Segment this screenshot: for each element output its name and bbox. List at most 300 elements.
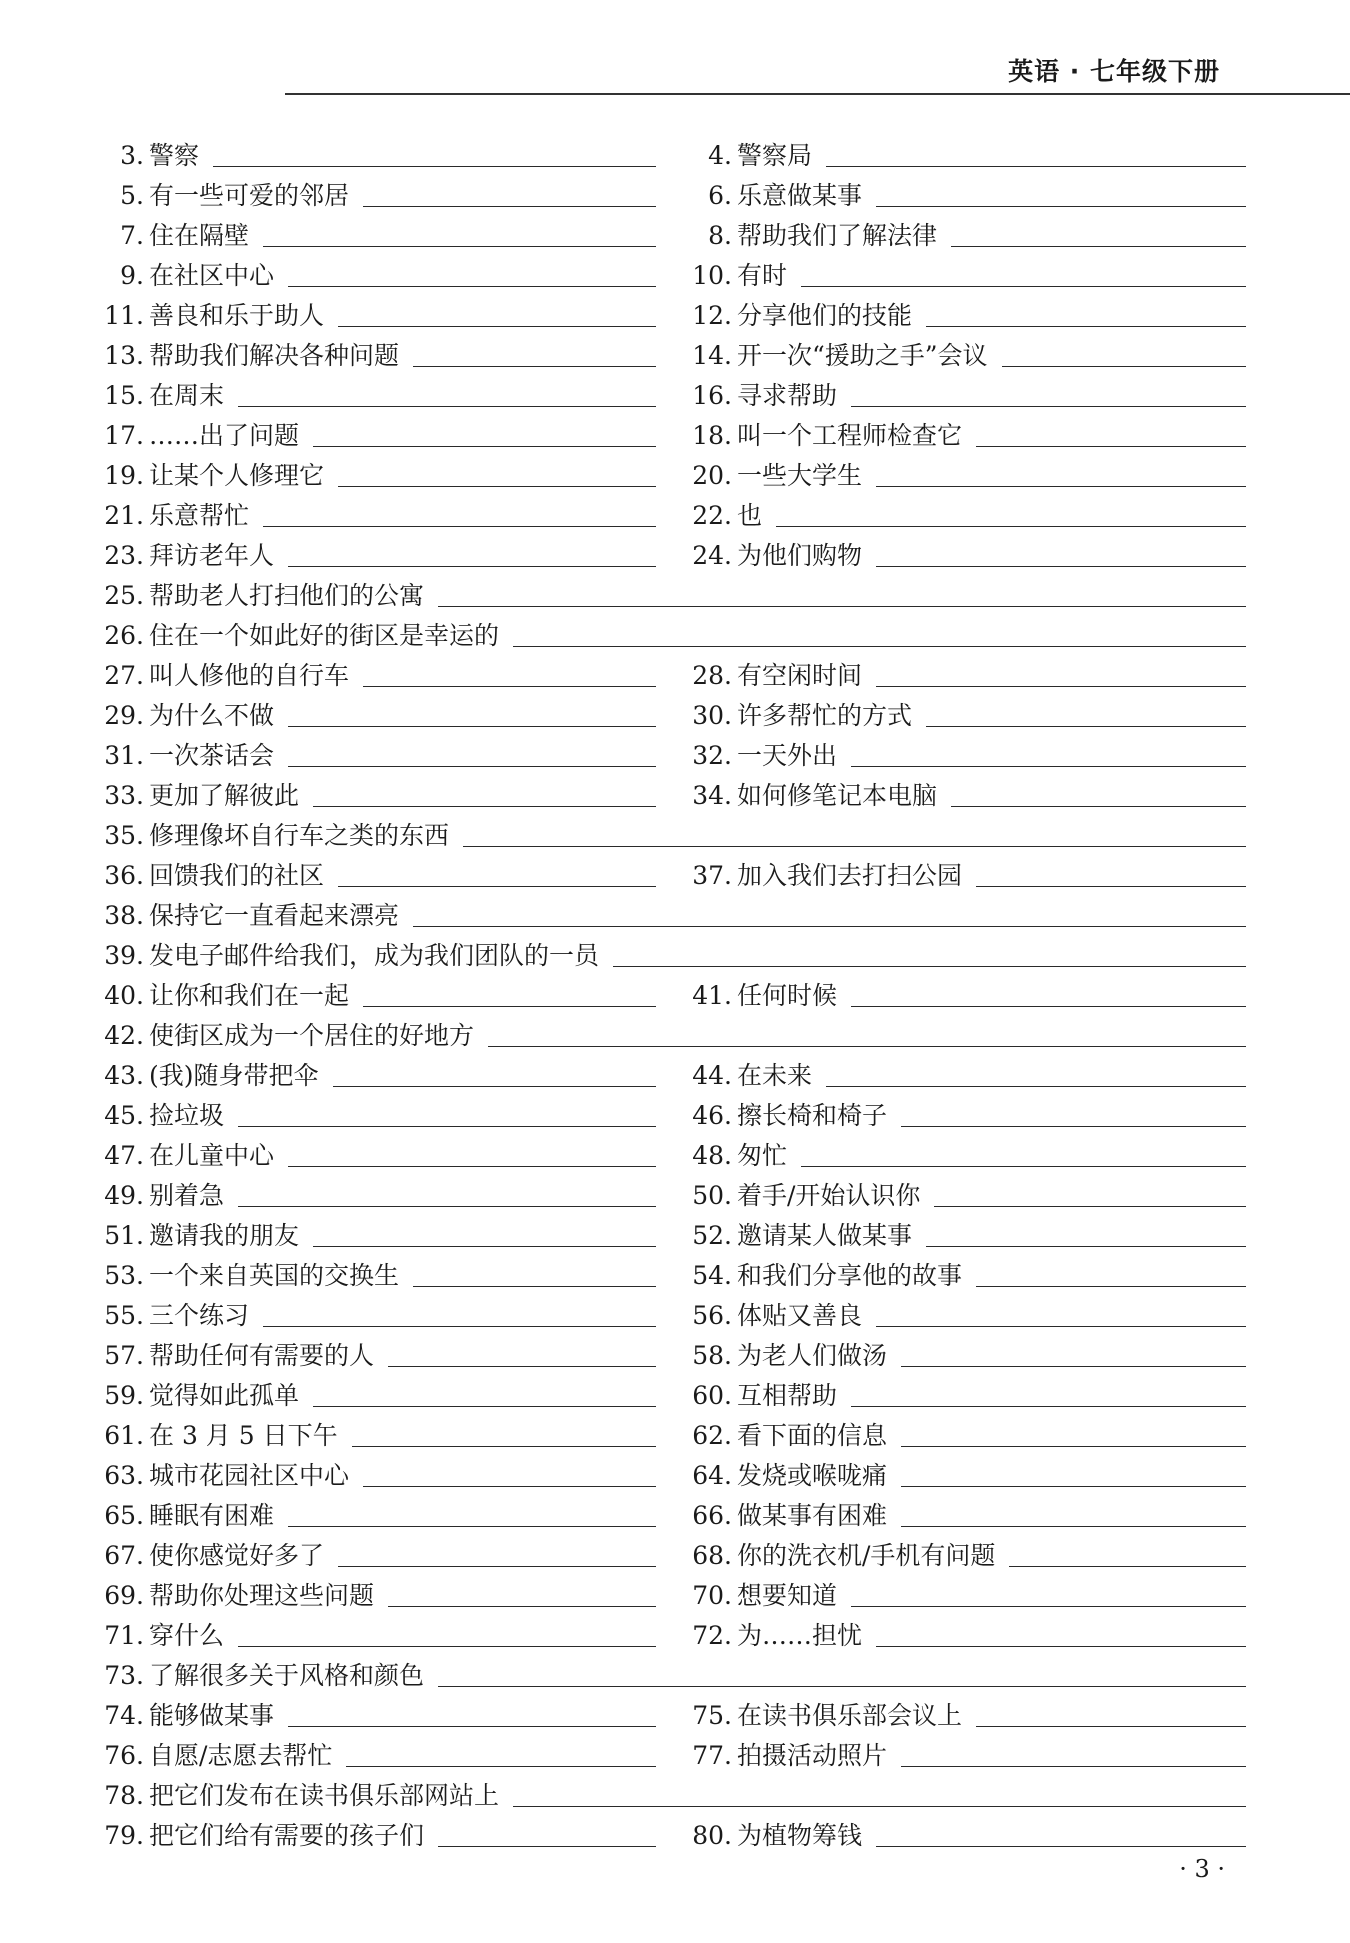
item-number: 31 . [96, 741, 144, 771]
exercise-item [96, 171, 656, 211]
exercise-row [96, 211, 1246, 251]
item-prompt: 邀请我的朋友 [149, 1221, 300, 1250]
answer-blank-line[interactable] [926, 325, 1246, 327]
item-number: 28 . [684, 661, 732, 691]
item-prompt: 警察局 [737, 141, 813, 170]
answer-blank-line[interactable] [901, 1765, 1246, 1767]
item-prompt: 匆忙 [737, 1141, 788, 1170]
answer-blank-line[interactable] [313, 805, 656, 807]
answer-blank-line[interactable] [513, 645, 1246, 647]
item-number: 19 . [96, 461, 144, 491]
page-number: · 3 · [1179, 1855, 1225, 1883]
item-prompt: 一些大学生 [737, 461, 863, 490]
answer-blank-line[interactable] [488, 1045, 1246, 1047]
exercise-item [96, 1251, 656, 1291]
exercise-item [96, 731, 656, 771]
item-number: 36 . [96, 861, 144, 891]
answer-blank-line[interactable] [876, 565, 1246, 567]
exercise-item [96, 411, 656, 451]
answer-blank-line[interactable] [288, 1525, 656, 1527]
exercise-row [96, 1451, 1246, 1491]
answer-blank-line[interactable] [951, 245, 1246, 247]
item-prompt: 了解很多关于风格和颜色 [149, 1661, 425, 1690]
exercise-item [96, 251, 656, 291]
exercise-item [96, 771, 656, 811]
item-number: 13 . [96, 341, 144, 371]
answer-blank-line[interactable] [801, 285, 1246, 287]
exercise-item [96, 531, 656, 571]
item-prompt: 别着急 [149, 1181, 225, 1210]
item-prompt: 为什么不做 [149, 701, 275, 730]
item-number: 22 . [684, 501, 732, 531]
item-number: 76 . [96, 1741, 144, 1771]
item-prompt: 叫一个工程师检查它 [737, 421, 963, 450]
item-number: 42 . [96, 1021, 144, 1051]
item-prompt: 叫人修他的自行车 [149, 661, 350, 690]
item-prompt: 为他们购物 [737, 541, 863, 570]
exercise-row [96, 1611, 1246, 1651]
item-number: 27 . [96, 661, 144, 691]
exercise-item [96, 811, 1246, 851]
answer-blank-line[interactable] [801, 1165, 1246, 1167]
answer-blank-line[interactable] [238, 1205, 656, 1207]
item-number: 77 . [684, 1741, 732, 1771]
answer-blank-line[interactable] [876, 1845, 1246, 1847]
item-number: 68 . [684, 1541, 732, 1571]
answer-blank-line[interactable] [346, 1765, 656, 1767]
item-number: 25 . [96, 581, 144, 611]
answer-blank-line[interactable] [288, 1165, 656, 1167]
item-prompt: 有一些可爱的邻居 [149, 181, 350, 210]
item-number: 8 . [684, 221, 732, 251]
item-prompt: 和我们分享他的故事 [737, 1261, 963, 1290]
item-prompt: 看下面的信息 [737, 1421, 888, 1450]
item-number: 50 . [684, 1181, 732, 1211]
item-number: 70 . [684, 1581, 732, 1611]
item-number: 78 . [96, 1781, 144, 1811]
item-prompt: 为老人们做汤 [737, 1341, 888, 1370]
item-prompt: 有空闲时间 [737, 661, 863, 690]
exercise-row [96, 1531, 1246, 1571]
exercise-item [684, 371, 1246, 411]
item-prompt: 在读书俱乐部会议上 [737, 1701, 963, 1730]
answer-blank-line[interactable] [951, 805, 1246, 807]
exercise-row [96, 251, 1246, 291]
exercise-item [684, 171, 1246, 211]
answer-blank-line[interactable] [876, 205, 1246, 207]
exercise-item [96, 1211, 656, 1251]
exercise-row [96, 1731, 1246, 1771]
item-prompt: 开一次“援助之手”会议 [737, 341, 988, 370]
item-number: 57 . [96, 1341, 144, 1371]
exercise-item [96, 931, 1246, 971]
exercise-row [96, 291, 1246, 331]
exercise-item [96, 1651, 1246, 1691]
answer-blank-line[interactable] [851, 765, 1246, 767]
item-prompt: 在未来 [737, 1061, 813, 1090]
exercise-row [96, 1491, 1246, 1531]
answer-blank-line[interactable] [288, 765, 656, 767]
item-prompt: 能够做某事 [149, 1701, 275, 1730]
answer-blank-line[interactable] [876, 685, 1246, 687]
answer-blank-line[interactable] [851, 1005, 1246, 1007]
item-prompt: 乐意帮忙 [149, 501, 250, 530]
item-number: 14 . [684, 341, 732, 371]
item-prompt: 寻求帮助 [737, 381, 838, 410]
answer-blank-line[interactable] [438, 1845, 656, 1847]
item-number: 56 . [684, 1301, 732, 1331]
exercise-item [96, 1571, 656, 1611]
answer-blank-line[interactable] [352, 1445, 656, 1447]
answer-blank-line[interactable] [851, 405, 1246, 407]
exercise-row [96, 531, 1246, 571]
item-number: 4 . [684, 141, 732, 171]
answer-blank-line[interactable] [613, 965, 1246, 967]
answer-blank-line[interactable] [263, 525, 656, 527]
item-number: 46 . [684, 1101, 732, 1131]
item-number: 75 . [684, 1701, 732, 1731]
answer-blank-line[interactable] [413, 1285, 656, 1287]
item-number: 30 . [684, 701, 732, 731]
item-prompt: 你的洗衣机/手机有问题 [737, 1541, 996, 1570]
exercise-item [684, 1091, 1246, 1131]
exercise-item [96, 1451, 656, 1491]
exercise-item [96, 1371, 656, 1411]
exercise-row [96, 1171, 1246, 1211]
exercise-item [684, 1691, 1246, 1731]
exercise-item [684, 771, 1246, 811]
answer-blank-line[interactable] [851, 1405, 1246, 1407]
item-prompt: 发烧或喉咙痛 [737, 1461, 888, 1490]
item-prompt: ……出了问题 [149, 421, 300, 450]
answer-blank-line[interactable] [926, 1245, 1246, 1247]
item-number: 35 . [96, 821, 144, 851]
item-number: 40 . [96, 981, 144, 1011]
item-prompt: 更加了解彼此 [149, 781, 300, 810]
item-number: 54 . [684, 1261, 732, 1291]
item-number: 43 . [96, 1061, 144, 1091]
exercise-row [96, 411, 1246, 451]
exercise-item [96, 651, 656, 691]
exercise-item [684, 851, 1246, 891]
item-prompt: 也 [737, 501, 763, 530]
item-prompt: 自愿/志愿去帮忙 [149, 1741, 333, 1770]
item-prompt: 擦长椅和椅子 [737, 1101, 888, 1130]
item-number: 32 . [684, 741, 732, 771]
item-prompt: 如何修笔记本电脑 [737, 781, 938, 810]
exercise-item [96, 1011, 1246, 1051]
item-number: 62 . [684, 1421, 732, 1451]
item-number: 29 . [96, 701, 144, 731]
exercise-item [684, 1291, 1246, 1331]
exercise-row [96, 1211, 1246, 1251]
exercise-item [96, 571, 1246, 611]
item-prompt: 城市花园社区中心 [149, 1461, 350, 1490]
answer-blank-line[interactable] [263, 245, 656, 247]
item-number: 51 . [96, 1221, 144, 1251]
exercise-item [684, 1451, 1246, 1491]
exercise-row [96, 1811, 1246, 1851]
exercise-row [96, 851, 1246, 891]
exercise-row [96, 1331, 1246, 1371]
answer-blank-line[interactable] [934, 1205, 1246, 1207]
item-prompt: 三个练习 [149, 1301, 250, 1330]
answer-blank-line[interactable] [388, 1605, 656, 1607]
exercise-item [96, 691, 656, 731]
exercise-item [684, 331, 1246, 371]
item-prompt: 邀请某人做某事 [737, 1221, 913, 1250]
item-prompt: 使你感觉好多了 [149, 1541, 325, 1570]
exercise-item [684, 131, 1246, 171]
item-prompt: 善良和乐于助人 [149, 301, 325, 330]
item-number: 21 . [96, 501, 144, 531]
exercise-item [684, 451, 1246, 491]
item-prompt: 有时 [737, 261, 788, 290]
item-prompt: 在社区中心 [149, 261, 275, 290]
exercise-item [96, 491, 656, 531]
answer-blank-line[interactable] [876, 1325, 1246, 1327]
item-prompt: 住在隔壁 [149, 221, 250, 250]
answer-blank-line[interactable] [438, 1685, 1246, 1687]
exercise-item [684, 691, 1246, 731]
answer-blank-line[interactable] [976, 885, 1246, 887]
item-number: 71 . [96, 1621, 144, 1651]
answer-blank-line[interactable] [876, 1645, 1246, 1647]
exercise-item [96, 971, 656, 1011]
exercise-item [684, 1531, 1246, 1571]
item-prompt: 让你和我们在一起 [149, 981, 350, 1010]
exercise-row [96, 1371, 1246, 1411]
answer-blank-line[interactable] [363, 1005, 656, 1007]
exercise-row [96, 1651, 1246, 1691]
item-prompt: 把它们发布在读书俱乐部网站上 [149, 1781, 500, 1810]
answer-blank-line[interactable] [338, 1565, 656, 1567]
item-number: 65 . [96, 1501, 144, 1531]
item-number: 61 . [96, 1421, 144, 1451]
item-prompt: (我)随身带把伞 [149, 1061, 319, 1090]
item-number: 17 . [96, 421, 144, 451]
item-prompt: 使街区成为一个居住的好地方 [149, 1021, 475, 1050]
item-number: 47 . [96, 1141, 144, 1171]
item-number: 48 . [684, 1141, 732, 1171]
answer-blank-line[interactable] [313, 1405, 656, 1407]
exercise-item [684, 1811, 1246, 1851]
answer-blank-line[interactable] [413, 365, 656, 367]
item-prompt: 一个来自英国的交换生 [149, 1261, 400, 1290]
item-number: 60 . [684, 1381, 732, 1411]
item-prompt: 一次茶话会 [149, 741, 275, 770]
answer-blank-line[interactable] [413, 925, 1246, 927]
exercise-row [96, 1571, 1246, 1611]
answer-blank-line[interactable] [826, 165, 1246, 167]
item-number: 6 . [684, 181, 732, 211]
exercise-row [96, 771, 1246, 811]
exercise-item [684, 211, 1246, 251]
exercise-item [96, 1691, 656, 1731]
item-prompt: 发电子邮件给我们，成为我们团队的一员 [149, 941, 600, 970]
answer-blank-line[interactable] [238, 1125, 656, 1127]
exercise-row [96, 451, 1246, 491]
exercise-item [96, 1811, 656, 1851]
answer-blank-line[interactable] [338, 325, 656, 327]
answer-blank-line[interactable] [238, 1645, 656, 1647]
exercise-item [96, 1731, 656, 1771]
answer-blank-line[interactable] [238, 405, 656, 407]
exercise-item [96, 1131, 656, 1171]
exercise-row [96, 971, 1246, 1011]
item-prompt: 乐意做某事 [737, 181, 863, 210]
exercise-item [96, 891, 1246, 931]
answer-blank-line[interactable] [1002, 365, 1246, 367]
exercise-item [684, 1051, 1246, 1091]
item-number: 66 . [684, 1501, 732, 1531]
item-prompt: 在 3 月 5 日下午 [149, 1421, 338, 1450]
exercise-item [96, 371, 656, 411]
answer-blank-line[interactable] [288, 1725, 656, 1727]
item-prompt: 为……担忧 [737, 1621, 863, 1650]
exercise-row [96, 1691, 1246, 1731]
answer-blank-line[interactable] [263, 1325, 656, 1327]
item-number: 15 . [96, 381, 144, 411]
answer-blank-line[interactable] [776, 525, 1246, 527]
answer-blank-line[interactable] [901, 1125, 1246, 1127]
answer-blank-line[interactable] [976, 1285, 1246, 1287]
exercise-row [96, 1011, 1246, 1051]
answer-blank-line[interactable] [826, 1085, 1246, 1087]
exercise-item [684, 251, 1246, 291]
item-prompt: 做某事有困难 [737, 1501, 888, 1530]
item-prompt: 觉得如此孤单 [149, 1381, 300, 1410]
item-prompt: 拜访老年人 [149, 541, 275, 570]
exercise-row [96, 491, 1246, 531]
item-number: 63 . [96, 1461, 144, 1491]
item-number: 39 . [96, 941, 144, 971]
answer-blank-line[interactable] [388, 1365, 656, 1367]
answer-blank-line[interactable] [288, 565, 656, 567]
page-header-title: 英语 · 七年级下册 [1008, 57, 1220, 86]
item-prompt: 帮助你处理这些问题 [149, 1581, 375, 1610]
answer-blank-line[interactable] [363, 685, 656, 687]
item-number: 38 . [96, 901, 144, 931]
answer-blank-line[interactable] [901, 1445, 1246, 1447]
answer-blank-line[interactable] [901, 1365, 1246, 1367]
item-number: 26 . [96, 621, 144, 651]
exercise-row [96, 891, 1246, 931]
answer-blank-line[interactable] [876, 485, 1246, 487]
item-number: 74 . [96, 1701, 144, 1731]
answer-blank-line[interactable] [338, 485, 656, 487]
exercise-item [684, 1211, 1246, 1251]
item-number: 49 . [96, 1181, 144, 1211]
exercise-list [96, 131, 1246, 1851]
exercise-item [684, 731, 1246, 771]
item-number: 44 . [684, 1061, 732, 1091]
exercise-row [96, 1411, 1246, 1451]
item-prompt: 体贴又善良 [737, 1301, 863, 1330]
answer-blank-line[interactable] [363, 1485, 656, 1487]
exercise-item [96, 1171, 656, 1211]
exercise-row [96, 691, 1246, 731]
answer-blank-line[interactable] [513, 1805, 1246, 1807]
exercise-row [96, 1291, 1246, 1331]
exercise-item [96, 1091, 656, 1131]
exercise-item [684, 1131, 1246, 1171]
exercise-item [684, 411, 1246, 451]
item-number: 12 . [684, 301, 732, 331]
exercise-item [96, 1411, 656, 1451]
answer-blank-line[interactable] [313, 1245, 656, 1247]
item-prompt: 回馈我们的社区 [149, 861, 325, 890]
answer-blank-line[interactable] [901, 1525, 1246, 1527]
answer-blank-line[interactable] [213, 165, 656, 167]
exercise-item [96, 1771, 1246, 1811]
exercise-item [96, 331, 656, 371]
item-number: 67 . [96, 1541, 144, 1571]
exercise-item [96, 851, 656, 891]
exercise-row [96, 731, 1246, 771]
answer-blank-line[interactable] [333, 1085, 656, 1087]
item-number: 16 . [684, 381, 732, 411]
item-number: 34 . [684, 781, 732, 811]
item-prompt: 睡眠有困难 [149, 1501, 275, 1530]
exercise-item [96, 1051, 656, 1091]
exercise-item [684, 1331, 1246, 1371]
item-prompt: 为植物筹钱 [737, 1821, 863, 1850]
exercise-item [684, 651, 1246, 691]
exercise-row [96, 1051, 1246, 1091]
answer-blank-line[interactable] [438, 605, 1246, 607]
exercise-row [96, 611, 1246, 651]
item-prompt: 任何时候 [737, 981, 838, 1010]
exercise-item [684, 291, 1246, 331]
answer-blank-line[interactable] [851, 1605, 1246, 1607]
item-number: 18 . [684, 421, 732, 451]
exercise-item [96, 1611, 656, 1651]
answer-blank-line[interactable] [313, 445, 656, 447]
answer-blank-line[interactable] [363, 205, 656, 207]
answer-blank-line[interactable] [338, 885, 656, 887]
answer-blank-line[interactable] [463, 845, 1246, 847]
answer-blank-line[interactable] [1009, 1565, 1246, 1567]
exercise-item [96, 1291, 656, 1331]
header-rule [285, 93, 1350, 95]
item-number: 11 . [96, 301, 144, 331]
item-number: 79 . [96, 1821, 144, 1851]
item-prompt: 让某个人修理它 [149, 461, 325, 490]
item-prompt: 分享他们的技能 [737, 301, 913, 330]
answer-blank-line[interactable] [926, 725, 1246, 727]
answer-blank-line[interactable] [976, 1725, 1246, 1727]
exercise-row [96, 811, 1246, 851]
item-number: 45 . [96, 1101, 144, 1131]
item-prompt: 捡垃圾 [149, 1101, 225, 1130]
answer-blank-line[interactable] [901, 1485, 1246, 1487]
item-number: 64 . [684, 1461, 732, 1491]
exercise-item [684, 1731, 1246, 1771]
item-number: 72 . [684, 1621, 732, 1651]
exercise-row [96, 371, 1246, 411]
item-prompt: 穿什么 [149, 1621, 225, 1650]
answer-blank-line[interactable] [976, 445, 1246, 447]
exercise-row [96, 1131, 1246, 1171]
exercise-item [684, 491, 1246, 531]
exercise-item [96, 611, 1246, 651]
answer-blank-line[interactable] [288, 725, 656, 727]
exercise-row [96, 1251, 1246, 1291]
answer-blank-line[interactable] [288, 285, 656, 287]
exercise-item [684, 1251, 1246, 1291]
item-prompt: 一天外出 [737, 741, 838, 770]
